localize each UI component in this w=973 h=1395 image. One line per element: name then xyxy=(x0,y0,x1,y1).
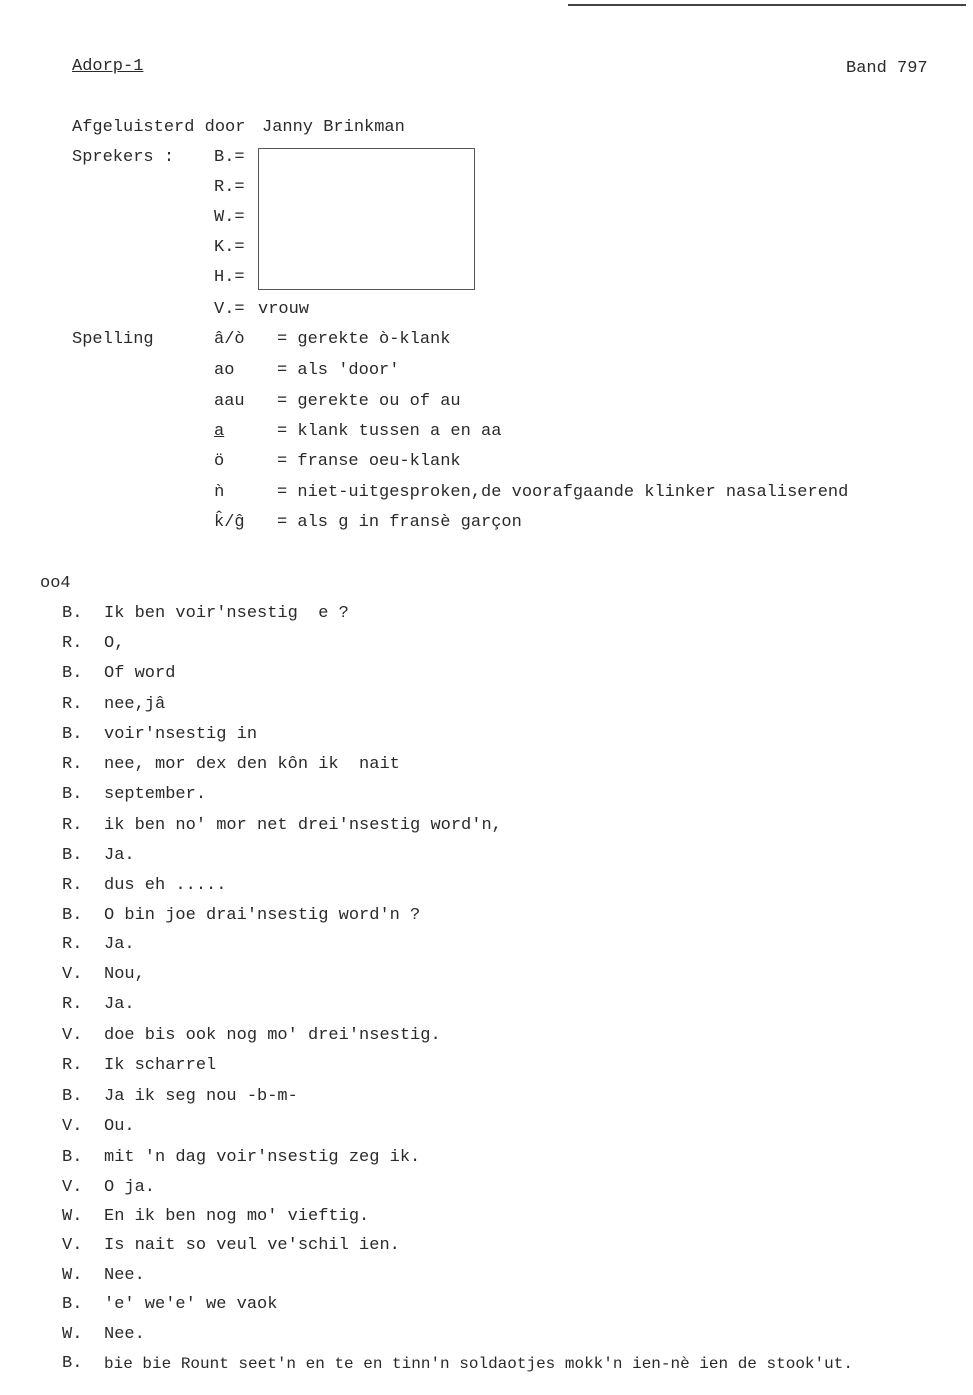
speaker-tag: B. xyxy=(62,906,83,925)
spelling-desc: = franse oeu-klank xyxy=(277,452,461,471)
utterance: dus eh ..... xyxy=(104,876,227,895)
speaker-tag: V. xyxy=(62,1178,83,1197)
spelling-code: ao xyxy=(214,361,235,380)
spelling-desc: = klank tussen a en aa xyxy=(277,422,502,441)
utterance: Ja. xyxy=(104,935,135,954)
utterance: Ja ik seg nou -b-m- xyxy=(104,1087,298,1106)
speaker-tag: R. xyxy=(62,695,83,714)
speaker-tag: R. xyxy=(62,755,83,774)
utterance: nee, mor dex den kôn ik nait xyxy=(104,755,400,774)
speakers-label: Sprekers : xyxy=(72,148,175,167)
spelling-code: aau xyxy=(214,392,245,411)
utterance: doe bis ook nog mo' drei'nsestig. xyxy=(104,1026,441,1045)
utterance: voir'nsestig in xyxy=(104,725,258,744)
speaker-tag: R. xyxy=(62,935,83,954)
speaker-tag: B. xyxy=(62,1148,83,1167)
speaker-code: W.= xyxy=(214,208,245,227)
utterance: Nou, xyxy=(104,965,145,984)
speaker-tag: W. xyxy=(62,1266,83,1285)
spelling-code: a xyxy=(214,422,225,441)
speaker-tag: R. xyxy=(62,1056,83,1075)
spelling-desc: = als g in fransè garçon xyxy=(277,513,522,532)
utterance: 'e' we'e' we vaok xyxy=(104,1295,278,1314)
speaker-tag: B. xyxy=(62,1295,83,1314)
spelling-code: k̂/ĝ xyxy=(214,513,245,532)
utterance: Ja. xyxy=(104,846,135,865)
spelling-code: ǹ xyxy=(214,483,225,502)
listened-by-name: Janny Brinkman xyxy=(262,118,405,137)
speaker-code: R.= xyxy=(214,178,245,197)
utterance: O ja. xyxy=(104,1178,156,1197)
spelling-label: Spelling xyxy=(72,330,154,349)
band-number: Band 797 xyxy=(846,59,928,78)
speaker-tag: B. xyxy=(62,725,83,744)
speaker-desc: vrouw xyxy=(258,300,310,319)
speaker-code: K.= xyxy=(214,238,245,257)
redacted-names-box xyxy=(258,148,475,290)
speaker-tag: V. xyxy=(62,1236,83,1255)
speaker-tag: R. xyxy=(62,634,83,653)
speaker-tag: V. xyxy=(62,965,83,984)
utterance: mit 'n dag voir'nsestig zeg ik. xyxy=(104,1148,421,1167)
listened-by-label: Afgeluisterd door xyxy=(72,118,246,137)
spelling-desc: = gerekte ou of au xyxy=(277,392,461,411)
spelling-desc: = gerekte ò-klank xyxy=(277,330,451,349)
utterance: O, xyxy=(104,634,125,653)
utterance: En ik ben nog mo' vieftig. xyxy=(104,1207,370,1226)
utterance: Ja. xyxy=(104,995,135,1014)
section-number: oo4 xyxy=(40,574,71,593)
speaker-tag: W. xyxy=(62,1325,83,1344)
utterance: september. xyxy=(104,785,207,804)
spelling-desc: = als 'door' xyxy=(277,361,400,380)
spelling-code: â/ò xyxy=(214,330,245,349)
utterance: nee,jâ xyxy=(104,695,166,714)
speaker-tag: R. xyxy=(62,995,83,1014)
utterance: Nee. xyxy=(104,1266,145,1285)
speaker-code: H.= xyxy=(214,268,245,287)
spelling-desc: = niet-uitgesproken,de voorafgaande klinker nasaliserend xyxy=(277,483,849,502)
speaker-tag: B. xyxy=(62,604,83,623)
utterance: O bin joe drai'nsestig word'n ? xyxy=(104,906,421,925)
speaker-tag: B. xyxy=(62,1354,83,1373)
speaker-tag: R. xyxy=(62,876,83,895)
top-rule xyxy=(568,4,966,6)
speaker-tag: B. xyxy=(62,846,83,865)
utterance: Ik scharrel xyxy=(104,1056,217,1075)
spelling-code: ö xyxy=(214,452,225,471)
speaker-code: B.= xyxy=(214,148,245,167)
speaker-code: V.= xyxy=(214,300,245,319)
speaker-tag: B. xyxy=(62,1087,83,1106)
speaker-tag: V. xyxy=(62,1026,83,1045)
utterance: bie bie Rount seet'n en te en tinn'n soldaotjes mokk'n ien-nè ien de stook'ut. xyxy=(104,1355,853,1373)
utterance: Nee. xyxy=(104,1325,145,1344)
speaker-tag: W. xyxy=(62,1207,83,1226)
document-title: Adorp-1 xyxy=(72,57,144,76)
speaker-tag: V. xyxy=(62,1117,83,1136)
speaker-tag: B. xyxy=(62,664,83,683)
speaker-tag: R. xyxy=(62,816,83,835)
utterance: Ik ben voir'nsestig e ? xyxy=(104,604,349,623)
utterance: ik ben no' mor net drei'nsestig word'n, xyxy=(104,816,502,835)
utterance: Of word xyxy=(104,664,176,683)
utterance: Is nait so veul ve'schil ien. xyxy=(104,1236,400,1255)
speaker-tag: B. xyxy=(62,785,83,804)
utterance: Ou. xyxy=(104,1117,135,1136)
